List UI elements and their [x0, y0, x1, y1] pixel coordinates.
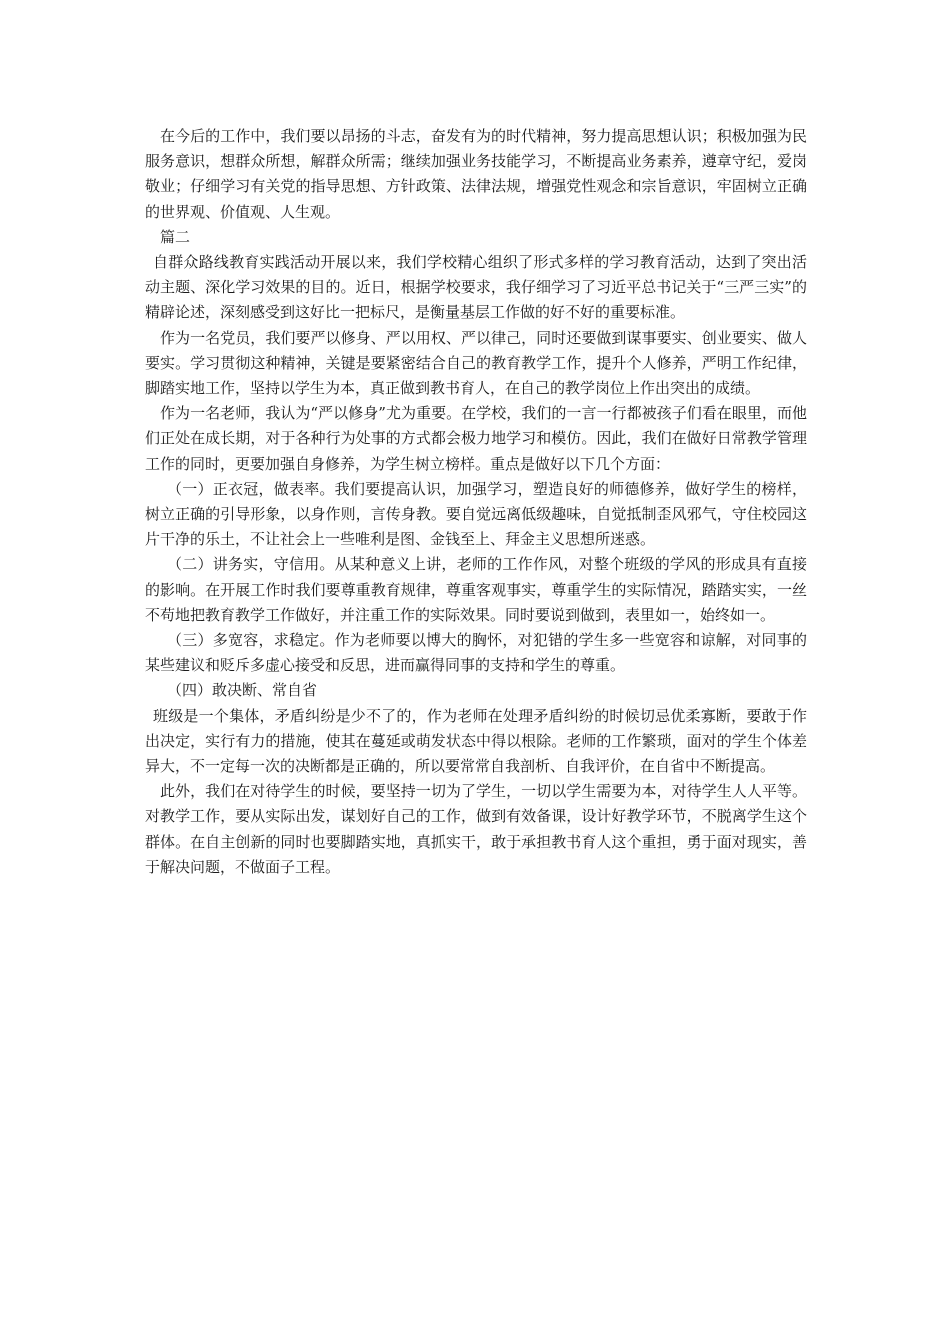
paragraph-conclusion: 在今后的工作中，我们要以昂扬的斗志，奋发有为的时代精神，努力提高思想认识；积极加强为民服务意识，想群众所想，解群众所需；继续加强业务技能学习，不断提高业务素养，遵章守纪，爱岗敬业；仔细学习有关党的指导思想、方针政策、法律法规，增强党性观念和宗旨意识，牢固树立正确的世界观、价值观、人生观。	[145, 127, 807, 221]
paragraph-party-member: 作为一名党员，我们要严以修身、严以用权、严以律己，同时还要做到谋事要实、创业要实、做人要实。学习贯彻这种精神，关键是要紧密结合自己的教育教学工作，提升个人修养，严明工作纪律，脚踏实地工作，坚持以学生为本，真正做到教书育人，在自己的教学岗位上作出突出的成绩。	[145, 328, 807, 398]
paragraph-point-two: （二）讲务实，守信用。从某种意义上讲，老师的工作作风，对整个班级的学风的形成具有直接的影响。在开展工作时我们要尊重教育规律，尊重客观事实，尊重学生的实际情况，踏踏实实，一丝不苟地把教育教学工作做好，并注重工作的实际效果。同时要说到做到，表里如一，始终如一。	[145, 555, 807, 624]
paragraph-teacher: 作为一名老师，我认为“严以修身”尤为重要。在学校，我们的一言一行都被孩子们看在眼里，而他们正处在成长期，对于各种行为处事的方式都会极力地学习和模仿。因此，我们在做好日常教学管理工作的同时，更要加强自身修养，为学生树立榜样。重点是做好以下几个方面：	[145, 404, 807, 473]
document-page	[145, 124, 807, 880]
paragraph-point-four-heading: （四）敢决断、常自省	[167, 681, 318, 700]
paragraph-intro: 自群众路线教育实践活动开展以来，我们学校精心组织了形式多样的学习教育活动，达到了突出活动主题、深化学习效果的目的。近日，根据学校要求，我仔细学习了习近平总书记关于“三严三实”的精辟论述，深刻感受到这好比一把标尺，是衡量基层工作做的好不好的重要标准。	[145, 253, 807, 322]
paragraph-final: 此外，我们在对待学生的时候，要坚持一切为了学生，一切以学生需要为本，对待学生人人平等。对教学工作，要从实际出发，谋划好自己的工作，做到有效备课，设计好教学环节，不脱离学生这个群体。在自主创新的同时也要脚踏实地，真抓实干，敢于承担教书育人这个重担，勇于面对现实，善于解决问题，不做面子工程。	[145, 782, 807, 876]
paragraph-point-three: （三）多宽容，求稳定。作为老师要以博大的胸怀，对犯错的学生多一些宽容和谅解，对同事的某些建议和贬斥多虚心接受和反思，进而赢得同事的支持和学生的尊重。	[145, 631, 807, 675]
section-heading-part-two: 篇二	[160, 227, 191, 246]
paragraph-point-four-body: 班级是一个集体，矛盾纠纷是少不了的，作为老师在处理矛盾纠纷的时候切忌优柔寡断，要敢于作出决定，实行有力的措施，使其在蔓延或萌发状态中得以根除。老师的工作繁琐，面对的学生个体差异大，不一定每一次的决断都是正确的，所以要常常自我剖析、自我评价，在自省中不断提高。	[145, 706, 807, 776]
paragraph-point-one: （一）正衣冠，做表率。我们要提高认识，加强学习，塑造良好的师德修养，做好学生的榜样，树立正确的引导形象，以身作则，言传身教。要自觉远离低级趣味，自觉抵制歪风邪气，守住校园这片干净的乐土，不让社会上一些唯利是图、金钱至上、拜金主义思想所迷惑。	[145, 479, 807, 549]
